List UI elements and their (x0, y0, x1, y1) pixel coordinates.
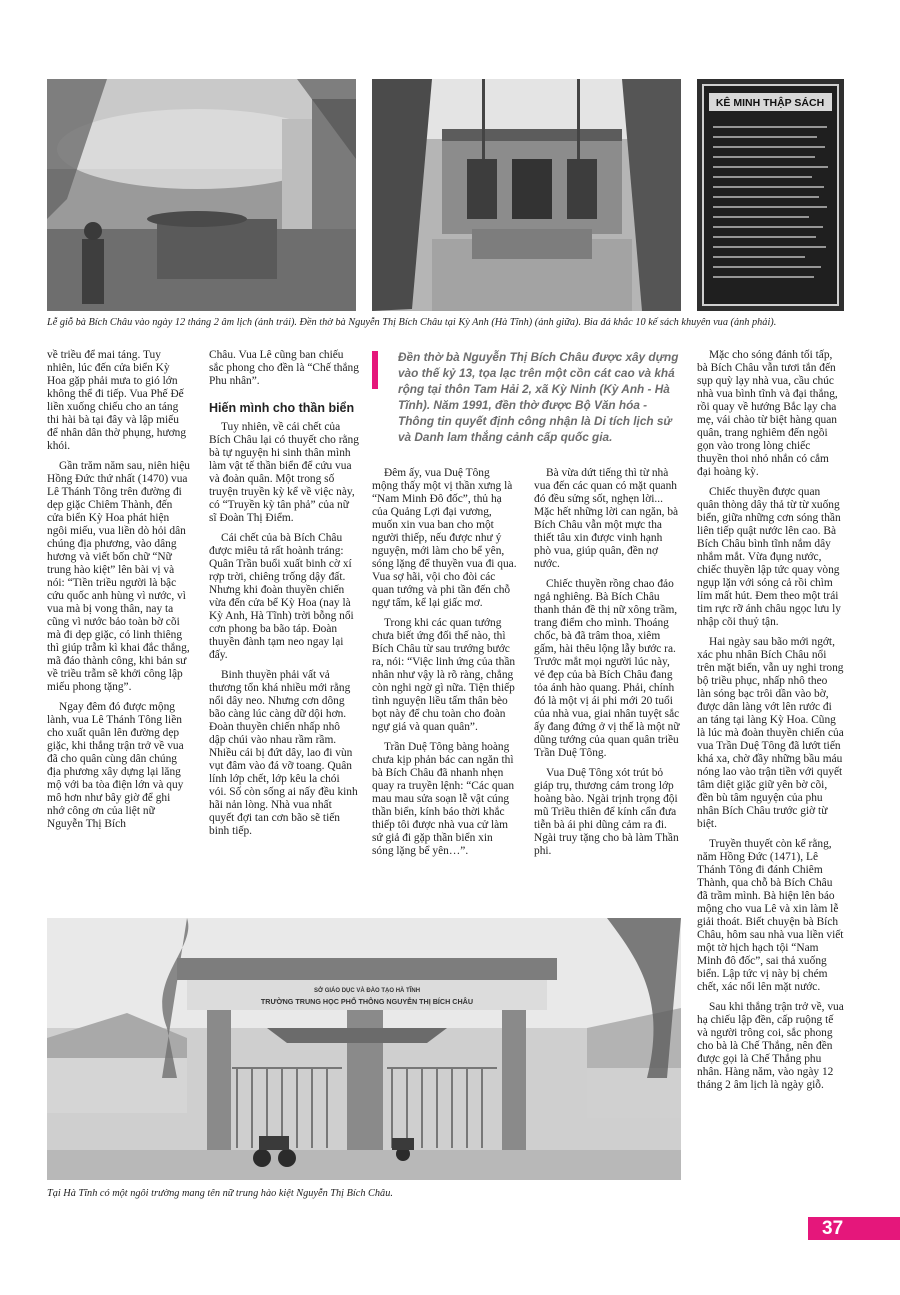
article-column-4 (534, 467, 681, 865)
paragraph: Hai ngày sau bão mới ngớt, xác phu nhân Bích Châu nổi trên mặt biển, vẫn uy nghi trong bộ triều phục, nhấp nhô theo làn sóng bạc trôi dần vào bờ, được dân làng vớt lên rước đi an táng tại làng Kỳ Hoa. Cũng là lúc mà đoàn thuyền chiến của vua Trần Duệ Tông đã lướt tiến khá xa, chờ đầy những bầu máu nóng lao vào trận tiền với quyết tâm diệt giặc giữ yên bờ cõi, đền bù tâm nguyện của phu nhân Bích Châu trước giờ từ biệt. (697, 636, 844, 830)
section-subheading: Hiến mình cho thần biển (209, 401, 355, 415)
paragraph: Sau khi thắng trận trở về, vua hạ chiếu lập đền, cấp ruộng tế và người trông coi, sắc phong cho bà là Chế Thắng, nên đền được gọi là Chế Thắng phu nhân. Hàng năm, vào ngày 12 tháng 2 âm lịch là ngày giỗ. (697, 1001, 844, 1091)
paragraph: Bà vừa dứt tiếng thì từ nhà vua đến các quan có mặt quanh đó đều sửng sốt, nghẹn lời... Mặc hết những lời can ngăn, bà Bích Châu vẫn một mực tha thiết tâu xin được vinh hạnh phò vua, giúp quân, đền nợ nước. (534, 467, 679, 570)
photo-school-gate (47, 918, 681, 1180)
page-number: 37 (808, 1217, 900, 1240)
caption-bottom: Tại Hà Tĩnh có một ngôi trường mang tên nữ trung hào kiệt Nguyễn Thị Bích Châu. (47, 1188, 393, 1199)
school-sign-text: TRƯỜNG TRUNG HỌC PHỔ THÔNG NGUYỄN THỊ BÍCH CHÂU (260, 997, 474, 1006)
photo-temple (372, 79, 681, 311)
paragraph: Ngay đêm đó được mộng lành, vua Lê Thánh Tông liền cho xuất quân lên đường dẹp giặc, khi thắng trận trở về vua đã cho quân cùng dân chúng địa phương xây dựng lại lăng mộ với ba tòa điện lớn và quy mô hơn như bây giờ để ghi nhớ công ơn của liệt nữ Nguyễn Thị Bích (47, 701, 184, 830)
paragraph: Trần Duệ Tông bàng hoàng chưa kịp phản bác can ngăn thì bà Bích Châu đã nhanh nhẹn quay ra truyền lệnh: “Các quan mau mau sửa soạn lễ vật cúng thần biển, kính báo thời khắc thiếp tôi được nhà vua cử làm sứ giả đi gặp thần biển xin sóng lặng bể yên…”. (372, 741, 515, 857)
paragraph: Binh thuyền phải vất vả thương tổn khá nhiều mới rằng nổi dây neo. Nhưng cơn dông bão càng lúc càng dữ dội hơn. Đoàn thuyền chiến nhấp nhô dập chúi vào nhau rầm rầm. Nhiều cái bị đứt dây, lao đi vùn vụt đâm vào đá vỡ toang. Quân lính lớp chết, lớp kêu la chói vói. Số còn sống ai nấy đều kinh hãi nản lòng. Nhà vua nhất quyết đợi tan cơn bão sẽ tiến binh tiếp. (209, 669, 358, 837)
article-column-1 (47, 349, 190, 838)
paragraph: Gần trăm năm sau, niên hiệu Hồng Đức thứ nhất (1470) vua Lê Thánh Tông trên đường đi dẹp giặc Chiêm Thành, đến cửa biển Kỳ Hoa phát hiện ngôi miếu, vua liền dò hỏi dân chúng địa phương, vào dâng hương và viết bốn chữ “Nữ trung hào kiệt” lên bài vị và nói: “Tiền triều người là bậc cứu quốc anh hùng vì nước, vì vua mà bị vong thân, nay ta cũng vì nước bảo toàn bờ cõi mà đi dẹp giặc, có linh thiêng thì giúp trẫm kì khai đắc thắng, mã đáo thành công, khi bản sư về triều trẫm sẽ khởi công lập miếu phong tặng”. (47, 460, 190, 693)
paragraph: Chiếc thuyền rồng chao đảo ngả nghiêng. Bà Bích Châu thanh thản đề thị nữ xông trầm, trang điểm cho mình. Thoáng chốc, bà đã trâm thoa, xiêm gấm, hài thêu lộng lẫy bước ra. Trước mắt mọi người lúc này, vẻ đẹp của bà Bích Châu đang tỏa ánh hào quang. Phải, chính đó là một vị ái phi mới 20 tuổi của nhà vua, giai nhân tuyệt sắc ấy đang đứng ở vị thế là một nữ dũng tướng của quan quân triều Trần Duệ Tông. (534, 578, 680, 759)
photo-memorial-ceremony (47, 79, 356, 311)
school-sign-small-text: SỞ GIÁO DỤC VÀ ĐÀO TẠO HÀ TĨNH (313, 988, 421, 994)
article-column-3 (372, 467, 517, 865)
paragraph: về triều để mai táng. Tuy nhiên, lúc đến cửa biển Kỳ Hoa gặp phải mưa to gió lớn không thể đi tiếp. Vua Phế Đế liền xuống chiếu cho an táng thi hài bà tại đây và lập miếu để nhân dân thờ phụng, hương khói. (47, 349, 187, 452)
paragraph: Vua Duệ Tông xót trút bỏ giáp trụ, thương cảm trong lớp hoàng bào. Ngài trịnh trọng đội mũ Triều thiên để kính cẩn đưa tiễn bà ái phi dũng cảm ra đi. Ngài truy tặng cho bà làm Thần phi. (534, 767, 679, 857)
paragraph: Truyền thuyết còn kể rằng, năm Hồng Đức (1471), Lê Thánh Tông đi đánh Chiêm Thành, qua chỗ bà Bích Châu đã trầm mình. Bà hiện lên báo mộng cho vua Lê và xin làm lễ giải thoát. Biết chuyện bà Bích Châu, hôm sau nhà vua liền viết một tờ hịch hạch tội “Nam Minh đô đốc”, sai thả xuống biển. Lập tức vị này bị chém chết, xác nổi lên mặt nước. (697, 838, 844, 993)
pull-quote (372, 349, 681, 445)
paragraph: Chiếc thuyền được quan quân thòng dây thả từ từ xuống biển, giữa những cơn sóng thần liên tiếp quật nước lên cao. Bà Bích Châu bình tĩnh nắm dây nhắm mắt. Vừa đụng nước, chiếc thuyền lập tức quay vòng ngụp lặn với sóng cả rồi chìm lỉm mất hút. Đem theo một trái tim rực rỡ ánh châu ngọc lưu ly nhập cõi thuỷ tận. (697, 486, 841, 628)
paragraph: Mặc cho sóng đánh tối tấp, bà Bích Châu vẫn tươi tắn đến sụp quỳ lạy nhà vua, cầu chúc nhà vua bình tĩnh và đại thắng, rồi quay về hướng Bắc lạy cha mẹ, vái chào từ biệt hàng quan quân, trang nghiêm đến ngồi gọn vào trong lòng chiếc thuyền thoi nhỏ nhắn có cắm đại hoàng kỳ. (697, 349, 838, 478)
pull-quote-text: Đền thờ bà Nguyễn Thị Bích Châu được xây dựng vào thế kỷ 13, tọa lạc trên một cồn cát cao và khá rộng tại thôn Tam Hải 2, xã Kỳ Ninh (Kỳ Anh - Hà Tĩnh). Năm 1991, đền thờ được Bộ Văn hóa - Thông tin quyết định công nhận là Di tích lịch sử và Danh lam thắng cảnh cấp quốc gia. (398, 350, 679, 444)
paragraph: Tuy nhiên, về cái chết của Bích Châu lại có thuyết cho rằng bà tự nguyện hi sinh thân mình làm vật tế thần biển để cứu vua và đoàn quân. Một trong số truyện truyền kỳ kể về việc này, có “Truyền kỳ tân phả” của nữ sĩ Đoàn Thị Điểm. (209, 421, 359, 524)
pull-quote-accent-bar (372, 351, 378, 389)
photo-stele (697, 79, 844, 311)
paragraph: Đêm ấy, vua Duệ Tông mộng thấy một vị thần xưng là “Nam Minh Đô đốc”, thủ hạ của Quảng Lợi đại vương, muốn xin vua ban cho một người thiếp, nếu được như ý nguyện, mới làm cho bể yên, sóng lặng để thuyền vua đi qua. Vua sợ hãi, vội cho đòi các quan tướng và phi tần đến chỗ ngự tấm, kể lại giấc mơ. (372, 467, 517, 609)
paragraph: Châu. Vua Lê cũng ban chiếu sắc phong cho đền là “Chế thắng Phu nhân”. (209, 349, 359, 387)
paragraph: Trong khi các quan tướng chưa biết ứng đối thế nào, thì Bích Châu từ sau trướng bước ra, nói: “Việc linh ứng của thần nhân như vậy là rõ ràng, chẳng còn nghi ngờ gì nữa. Tiện thiếp tình nguyện liều tấm thân bèo bọt này để chu toàn cho đoàn ngự giá và quan quân”. (372, 617, 516, 733)
caption-top: Lễ giỗ bà Bích Châu vào ngày 12 tháng 2 âm lịch (ảnh trái). Đền thờ bà Nguyễn Thị Bích Châu tại Kỳ Anh (Hà Tĩnh) (ảnh giữa). Bia đá khắc 10 kế sách khuyên vua (ảnh phải). (47, 317, 777, 328)
article-column-2 (209, 349, 359, 845)
stele-title: KÊ MINH THẬP SÁCH (715, 97, 825, 109)
article-column-5 (697, 349, 844, 1099)
paragraph: Cái chết của bà Bích Châu được miêu tả rất hoành tráng: Quân Trần buổi xuất binh cờ xí rợp trời, chiêng trống dậy đất. Nhưng khi đoàn thuyền chiến vừa đến cửa bể Kỳ Hoa (nay là Kỳ Anh, Hà Tĩnh) trời bỗng nổi cơn phong ba bão táp. Đoàn thuyền đành tạm neo ngay lại đấy. (209, 532, 354, 661)
